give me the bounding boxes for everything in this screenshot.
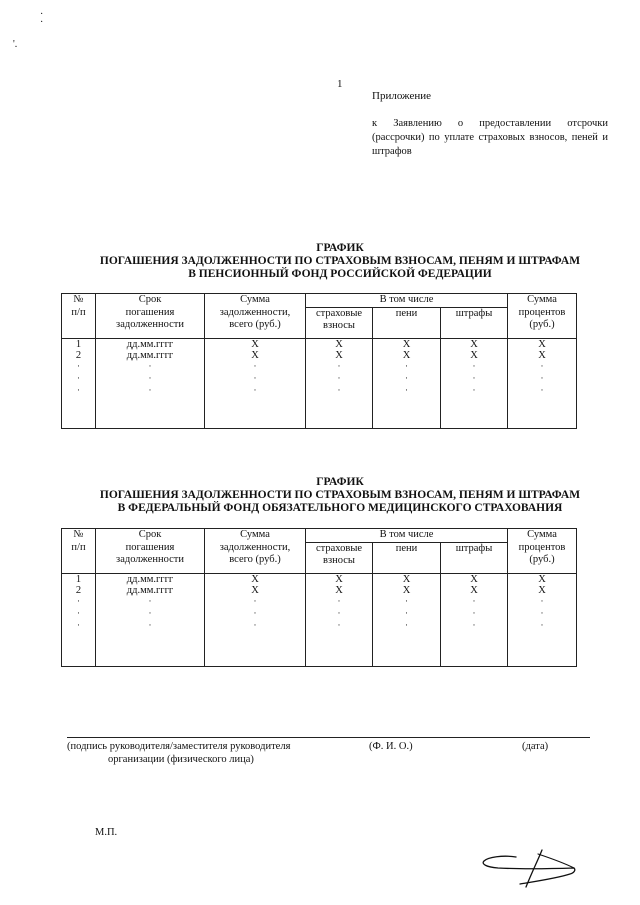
col-num: 1 2 · · ·: [62, 338, 96, 428]
col-interest: X X · · ·: [508, 338, 577, 428]
scan-mark-left: '.: [13, 39, 18, 50]
schedule-2-title: [60, 476, 620, 515]
schedule-2-title-line2: ПОГАШЕНИЯ ЗАДОЛЖЕННОСТИ ПО СТРАХОВЫМ ВЗНОСАМ, ПЕНЯМ И ШТРАФАМ: [99, 489, 581, 501]
handwritten-signature: [478, 848, 588, 890]
header-fines: штрафы: [441, 307, 508, 338]
schedule-2-title-line1: ГРАФИК: [316, 476, 364, 488]
scan-mark-top: ·: [40, 9, 44, 20]
col-penalty: X X · · ·: [373, 573, 441, 666]
appendix-title: Приложение: [372, 90, 432, 102]
schedule-1-title-line3: В ПЕНСИОННЫЙ ФОНД РОССИЙСКОЙ ФЕДЕРАЦИИ: [188, 268, 492, 280]
signer-caption: [67, 740, 290, 766]
header-term: Срок погашения задолженности: [96, 529, 205, 574]
schedule-1-table: [61, 293, 577, 429]
header-num: № п/п: [62, 529, 96, 574]
header-total: Сумма задолженности, всего (руб.): [205, 529, 306, 574]
header-fines: штрафы: [441, 542, 508, 573]
schedule-2-title-line3: В ФЕДЕРАЛЬНЫЙ ФОНД ОБЯЗАТЕЛЬНОГО МЕДИЦИНСКОГО СТРАХОВАНИЯ: [117, 502, 563, 514]
signature-line: [67, 737, 590, 738]
signer-caption-line1: (подпись руководителя/заместителя руководителя: [67, 741, 291, 752]
schedule-1-title-line1: ГРАФИК: [316, 242, 364, 254]
col-total: X X · · ·: [205, 338, 306, 428]
header-penalty: пени: [373, 542, 441, 573]
col-total: X X · · ·: [205, 573, 306, 666]
signer-caption-line2: организации (физического лица): [108, 754, 254, 765]
col-contributions: X X · · ·: [306, 573, 373, 666]
header-total: Сумма задолженности, всего (руб.): [205, 294, 306, 339]
header-contributions: страховые взносы: [306, 307, 373, 338]
col-date: дд.мм.гггг дд.мм.гггг · · ·: [96, 573, 205, 666]
col-penalty: X X · · ·: [373, 338, 441, 428]
stamp-place: М.П.: [95, 827, 118, 838]
appendix-text: к Заявлению о предоставлении отсрочки (рассрочки) по уплате страховых взносов, пеней и штрафов: [372, 118, 608, 157]
header-term: Срок погашения задолженности: [96, 294, 205, 339]
header-including: В том числе: [306, 529, 508, 543]
col-date: дд.мм.гггг дд.мм.гггг · · ·: [96, 338, 205, 428]
col-contributions: X X · · ·: [306, 338, 373, 428]
name-caption: (Ф. И. О.): [369, 741, 413, 752]
date-caption: (дата): [522, 741, 549, 752]
schedule-1-title: [60, 242, 620, 281]
schedule-2-table: [61, 528, 577, 667]
header-penalty: пени: [373, 307, 441, 338]
col-fines: X X · · ·: [441, 338, 508, 428]
col-fines: X X · · ·: [441, 573, 508, 666]
scan-mark-top-2: ·: [40, 17, 44, 28]
col-num: 1 2 · · ·: [62, 573, 96, 666]
header-including: В том числе: [306, 294, 508, 308]
header-interest: Сумма процентов (руб.): [508, 294, 577, 339]
page-number: 1: [337, 78, 343, 90]
col-interest: X X · · ·: [508, 573, 577, 666]
header-interest: Сумма процентов (руб.): [508, 529, 577, 574]
header-contributions: страховые взносы: [306, 542, 373, 573]
schedule-1-title-line2: ПОГАШЕНИЯ ЗАДОЛЖЕННОСТИ ПО СТРАХОВЫМ ВЗНОСАМ, ПЕНЯМ И ШТРАФАМ: [99, 255, 581, 267]
header-num: № п/п: [62, 294, 96, 339]
